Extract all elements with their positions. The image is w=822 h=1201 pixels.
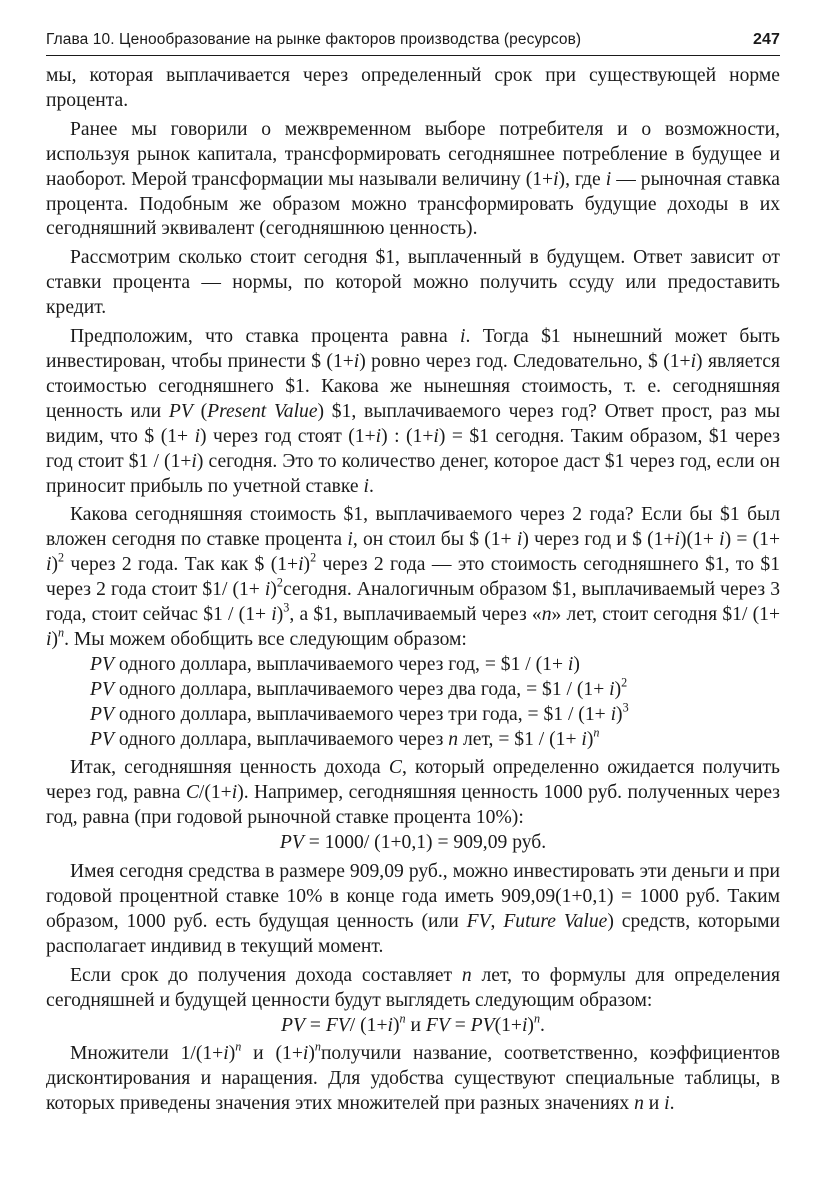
paragraph: Если срок до получения дохода составляет n лет, то формулы для определения сегодняшней и будущей ценности будут выглядеть следующим образом: xyxy=(46,964,780,1011)
pv-list-item: PV одного доллара, выплачиваемого через n лет, = $1 / $(1+ i)^n$ xyxy=(90,725,600,750)
running-header xyxy=(46,0,780,56)
paragraph: Имея сегодня средства в размере 909,09 руб., можно инвестировать эти деньги и при годовой процентной ставке 10% в конце года иметь 909,09(1+0,1) = 1000 руб. Таким образом, 1000 руб. есть будущая ценность (или FV, Future Value) средств, которыми располагает индивид в текущий момент. xyxy=(46,861,781,957)
pv-list-item: PV одного доллара, выплачиваемого через год, = $1 / (1+ i) xyxy=(90,653,580,675)
pv-formula: PV = 1000/ (1+0,1) = 909,09 руб. xyxy=(279,832,547,854)
paragraph: мы, которая выплачивается через определенный срок при существующей норме процента. xyxy=(46,65,780,111)
chapter-title: Глава 10. Ценообразование на рынке факторов производства (ресурсов) xyxy=(46,31,582,48)
paragraph: Предположим, что ставка процента равна i. Тогда $1 нынешний может быть инвестирован, чтобы принести $ (1+i) ровно через год. Следовательно, $ (1+i) является стоимостью сегодняшнего $1. Какова же нынешняя стоимость, т. е. сегодняшняя ценность или PV (Present Value) $1, выплачиваемого через год? Ответ прост, раз мы видим, что $ (1+ i) через год стоят (1+i) : (1+i) = $1 сегодня. Таким образом, $1 через год стоит $1 / (1+i) сегодня. Это то количество денег, которое даст $1 через год, если он приносит прибыль по учетной ставке i. xyxy=(46,326,780,497)
paragraph: Итак, сегодняшняя ценность дохода C, который определенно ожидается получить через год, равна C/(1+i). Например, сегодняшняя ценность 1000 руб. полученных через год, равна (при годовой рыночной ставке процента 10%): xyxy=(46,757,781,829)
paragraph: Ранее мы говорили о межвременном выборе потребителя и о возможности, используя рынок капитала, трансформировать сегодняшнее потребление в будущее и наоборот. Мерой трансформации мы называли величину (1+i), где i — рыночная ставка процента. Подобным же образом можно трансформировать будущие доходы в их сегодняшний эквивалент (сегодняшнюю ценность). xyxy=(46,118,780,240)
pv-list-item: PV одного доллара, выплачиваемого через два года, = $1 / $(1+ i)^2$ xyxy=(90,675,628,700)
pv-fv-formula: PV = FV/ $(1+i)^n$ и FV = $PV(1+i)^n$. xyxy=(281,1011,545,1036)
pv-list-item: PV одного доллара, выплачиваемого через три года, = $1 / $(1+ i)^3$ xyxy=(90,700,629,725)
page-body xyxy=(46,64,780,1117)
page-number: 247 xyxy=(753,31,780,48)
paragraph: Какова сегодняшняя стоимость $1, выплачиваемого через 2 года? Если бы $1 был вложен сегодня по ставке процента i, он стоил бы $ (1+ i) через год и $ $(1+i)(1+ i) = (1+ i)^2$ через 2 года. Так как $ $(1+i)^2$ через 2 года — это стоимость сегодняшнего $1, то $1 через 2 года стоит $1/ $(1+ i)^2сегодня$. Аналогичным образом $1, выплачиваемый через 3 года, стоит сейчас $1 / $(1+ i)^3$, а $1, выплачиваемый через «n» лет, стоит сегодня $1/ $(1+ i)^n$. Мы можем обобщить все следующим образом: xyxy=(46,504,781,650)
paragraph: Рассмотрим сколько стоит сегодня $1, выплаченный в будущем. Ответ зависит от ставки процента — нормы, по которой можно получить ссуду или предоставить кредит. xyxy=(46,247,780,319)
paragraph: Множители $1/(1+i)^n$ и $(1+i)^nполучили$ название, соответственно, коэффициентов дисконтирования и наращения. Для удобства существуют специальные таблицы, в которых приведены значения этих множителей при разных значениях n и i. xyxy=(46,1039,780,1115)
